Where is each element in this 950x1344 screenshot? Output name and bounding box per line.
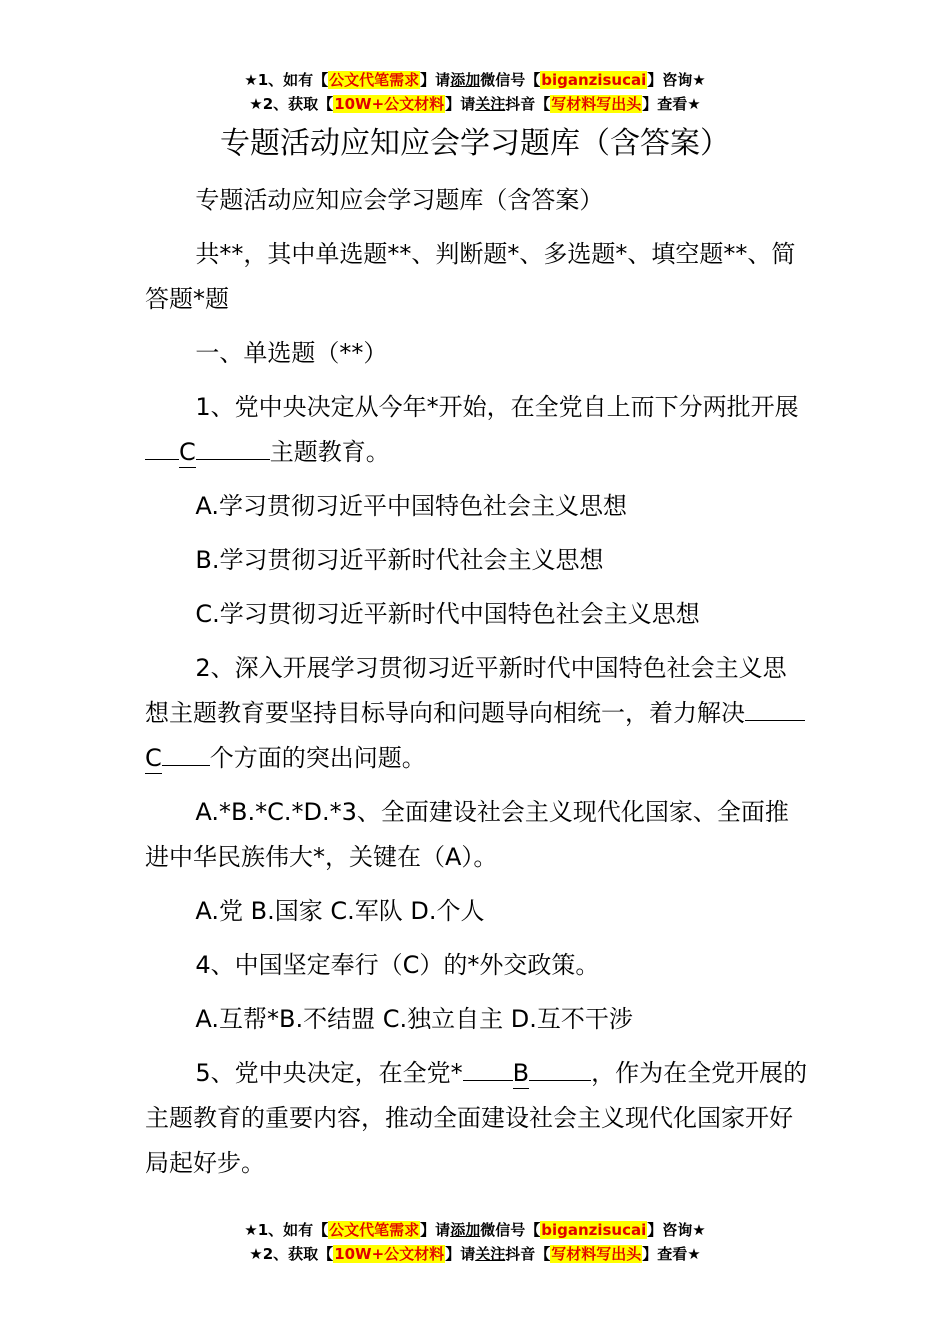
highlight-text: 写材料写出头 [551,95,642,113]
q1-option-c: C.学习贯彻习近平新时代中国特色社会主义思想 [195,600,700,628]
answer-blank-lead [145,459,179,460]
highlight-text: 写材料写出头 [551,1245,642,1263]
answer-blank-tail [196,459,270,460]
answer-blank-q5: B [512,1059,530,1087]
highlight-wechat-id: biganzisucai [541,1221,647,1239]
summary-paragraph: 共**，其中单选题**、判断题*、多选题*、填空题**、简答题*题 [145,240,796,313]
highlight-text: 公文代笔需求 [329,71,420,89]
q1-option-b: B.学习贯彻习近平新时代社会主义思想 [195,546,604,574]
highlight-text: 10W+公文材料 [334,95,445,113]
footer-promo-line-1: ★1、如有【公文代笔需求】请添加微信号【biganzisucai】咨询★ [244,1221,706,1239]
q1-option-a: A.学习贯彻习近平中国特色社会主义思想 [195,492,628,520]
header-promo-line-1: ★1、如有【公文代笔需求】请添加微信号【biganzisucai】咨询★ [244,71,706,89]
document-body [145,178,810,1195]
highlight-wechat-id: biganzisucai [541,71,647,89]
answer-blank-q2: C [145,744,162,772]
document-title: 专题活动应知应会学习题库（含答案） [220,126,730,161]
subtitle: 专题活动应知应会学习题库（含答案） [195,186,604,214]
answer-blank-tail [529,1080,591,1081]
highlight-text: 公文代笔需求 [329,1221,420,1239]
section-heading-single-choice: 一、单选题（**） [195,339,388,367]
header-promo-line-2: ★2、获取【10W+公文材料】请关注抖音【写材料写出头】查看★ [249,95,701,113]
question-2: 2、深入开展学习贯彻习近平新时代中国特色社会主义思想主题教育要坚持目标导向和问题导向相统一，着力解决C 个方面的突出问题。 [145,646,810,781]
question-1: 1、党中央决定从今年*开始，在全党自上而下分两批开展C 主题教育。 [145,385,810,475]
question-4: 4、中国坚定奉行（C）的*外交政策。 [195,951,600,979]
header-promo-banner [0,68,950,116]
answer-blank-tail [162,765,210,766]
footer-promo-line-2: ★2、获取【10W+公文材料】请关注抖音【写材料写出头】查看★ [249,1245,701,1263]
answer-blank-lead [745,720,805,721]
highlight-text: 10W+公文材料 [334,1245,445,1263]
answer-blank-q1: C [179,438,196,466]
question-5: 5、党中央决定，在全党* B ，作为在全党开展的主题教育的重要内容，推动全面建设社会主义现代化国家开好局起好步。 [145,1059,808,1177]
q2-options-and-question-3: A.*B.*C.*D.*3、全面建设社会主义现代化国家、全面推进中华民族伟大*，关键在（A）。 [145,798,789,871]
answer-blank-lead [463,1080,513,1081]
footer-promo-banner [0,1218,950,1266]
q4-options: A.互帮*B.不结盟 C.独立自主 D.互不干涉 [195,1005,633,1033]
q3-options: A.党 B.国家 C.军队 D.个人 [195,897,485,925]
